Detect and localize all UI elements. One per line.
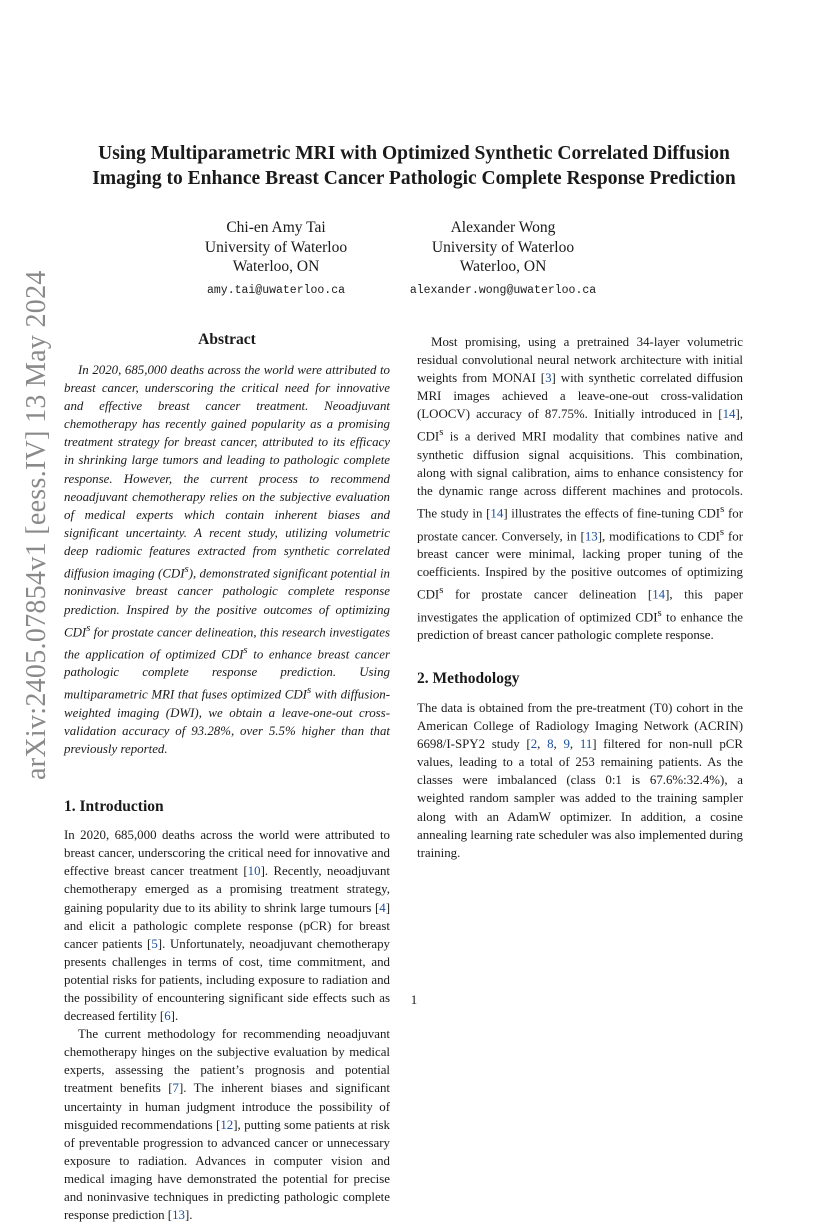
introduction-paragraph-1: In 2020, 685,000 deaths across the world were attributed to breast cancer, underscoring the critical need for innovative and effective breast cancer treatment [10]. Recently, neoadjuvant chemotherapy emerged as a promising treatment strategy, gaining popularity due to its ability to shrink large tumours [4] and elicit a pathologic complete response (pCR) for breast cancer patients [5]. Unfortunately, neoadjuvant chemotherapy presents challenges in terms of cost, time commitment, and potential risks for patients, including exposure to radiation and the possibility of encountering significant side effects such as decreased fertility [6]. xyxy=(64,828,390,1024)
author-name: Chi-en Amy Tai xyxy=(226,219,326,236)
citation-link[interactable]: 13 xyxy=(172,1208,185,1223)
citation-link[interactable]: 14 xyxy=(490,506,504,521)
author-block-2 xyxy=(388,218,618,300)
citation-link[interactable]: 6 xyxy=(164,1009,171,1024)
arxiv-identifier-stamp: arXiv:2405.07854v1 [eess.IV] 13 May 2024 xyxy=(21,270,52,780)
author-location: Waterloo, ON xyxy=(459,258,547,275)
author-affiliation: University of Waterloo xyxy=(431,238,575,256)
page-number: 1 xyxy=(410,993,418,1007)
citation-link[interactable]: 4 xyxy=(379,900,386,915)
introduction-paragraph-2: The current methodology for recommending neoadjuvant chemotherapy hinges on the subjective evaluation by medical experts, assessing the patient’s prognosis and potential treatment benefits [7]. The inherent biases and significant uncertainty in human judgment introduce the possibility of misguided recommendations [12], putting some patients at risk of preventable progression to advanced cancer or unnecessary exposure to radiation. Advances in computer vision and medical imaging have demonstrated the potential for precise and noninvasive techniques in predicting pathologic complete response prediction [13]. xyxy=(64,1027,391,1223)
left-column xyxy=(64,330,390,1224)
right-column xyxy=(417,333,743,862)
introduction-heading: 1. Introduction xyxy=(64,798,164,816)
citation-link[interactable]: 12 xyxy=(220,1117,234,1132)
introduction-paragraph-3: Most promising, using a pretrained 34-layer volumetric residual convolutional neural network architecture with initial weights from MONAI [3] with synthetic correlated diffusion MRI images achieved a leave-one-out cross-validation (LOOCV) accuracy of 87.75%. Initially introduced in [14], CDI$^s$ is a derived MRI modality that combines native and synthetic diffusion signal acquisitions. This combination, along with signal calibration, aims to enhance consistency for the dynamic range across different machines and protocols. The study in [14] illustrates the effects of fine-tuning CDI$^s$ for prostate cancer. Conversely, in [13], modifications to CDI$^s$ for breast cancer were minimal, lacking proper tuning of the coefficients. Inspired by the positive outcomes of optimizing CDI$^s$ for prostate cancer delineation [14], this paper investigates the application of optimized CDI$^s$ to enhance the prediction of breast cancer pathologic complete response. xyxy=(417,335,744,642)
methodology-paragraph-1: The data is obtained from the pre-treatment (T0) cohort in the American College of Radiology Imaging Network (ACRIN) 6698/I-SPY2 study [2, 8, 9, 11] filtered for non-null pCR values, leading to a total of 253 remaining patients. As the classes were imbalanced (class 0:1 is 67.6%:32.4%), a weighted random sampler was added to the training sampler along with an AdamW optimizer. In addition, a cosine annealing learning rate scheduler was also implemented during training. xyxy=(417,700,743,860)
citation-link[interactable]: 3 xyxy=(545,371,552,386)
citation-link[interactable]: 11 xyxy=(579,737,593,752)
author-email[interactable]: alexander.wong@uwaterloo.ca xyxy=(409,283,597,297)
citation-link[interactable]: 13 xyxy=(584,528,598,543)
citation-link[interactable]: 9 xyxy=(563,737,570,752)
citation-link[interactable]: 10 xyxy=(247,864,261,879)
abstract-paragraph: In 2020, 685,000 deaths across the world were attributed to breast cancer, underscoring the critical need for innovative and effective breast cancer treatment. Neoadjuvant chemotherapy has recently gained popularity as a promising treatment strategy for breast cancer, attributed to its efficacy in shrinking large tumors and leading to pathologic complete response. However, the current process to recommend neoadjuvant chemotherapy relies on the subjective evaluation of medical experts which contain inherent biases and significant uncertainty. A recent study, utilizing volumetric deep radiomic features extracted from synthetic correlated diffusion imaging (CDI$^s$), demonstrated significant potential in noninvasive breast cancer pathologic complete response prediction. Inspired by the positive outcomes of optimizing CDI$^s$ for prostate cancer delineation, this research investigates the application of optimized CDI$^s$ to enhance breast cancer pathologic complete response prediction. Using multiparametric MRI that fuses optimized CDI$^s$ with diffusion-weighted imaging (DWI), we obtain a leave-one-out cross-validation accuracy of 93.28%, over 5.5% higher than that previously reported. xyxy=(64,363,390,757)
author-location: Waterloo, ON xyxy=(232,258,320,275)
author-block-1 xyxy=(178,218,374,300)
author-name: Alexander Wong xyxy=(450,219,556,236)
citation-link[interactable]: 8 xyxy=(547,737,554,752)
author-affiliation: University of Waterloo xyxy=(204,238,348,256)
author-email[interactable]: amy.tai@uwaterloo.ca xyxy=(206,283,346,297)
citation-link[interactable]: 2 xyxy=(530,737,538,752)
paper-title: Using Multiparametric MRI with Optimized Synthetic Correlated Diffusion Imaging to Enhance Breast Cancer Pathologic Complete Response Prediction xyxy=(92,143,736,189)
methodology-heading: 2. Methodology xyxy=(417,669,520,687)
citation-link[interactable]: 5 xyxy=(151,936,158,951)
citation-link[interactable]: 14 xyxy=(652,587,666,602)
citation-link[interactable]: 14 xyxy=(722,407,736,422)
citation-link[interactable]: 7 xyxy=(172,1081,179,1096)
abstract-heading: Abstract xyxy=(198,331,256,348)
